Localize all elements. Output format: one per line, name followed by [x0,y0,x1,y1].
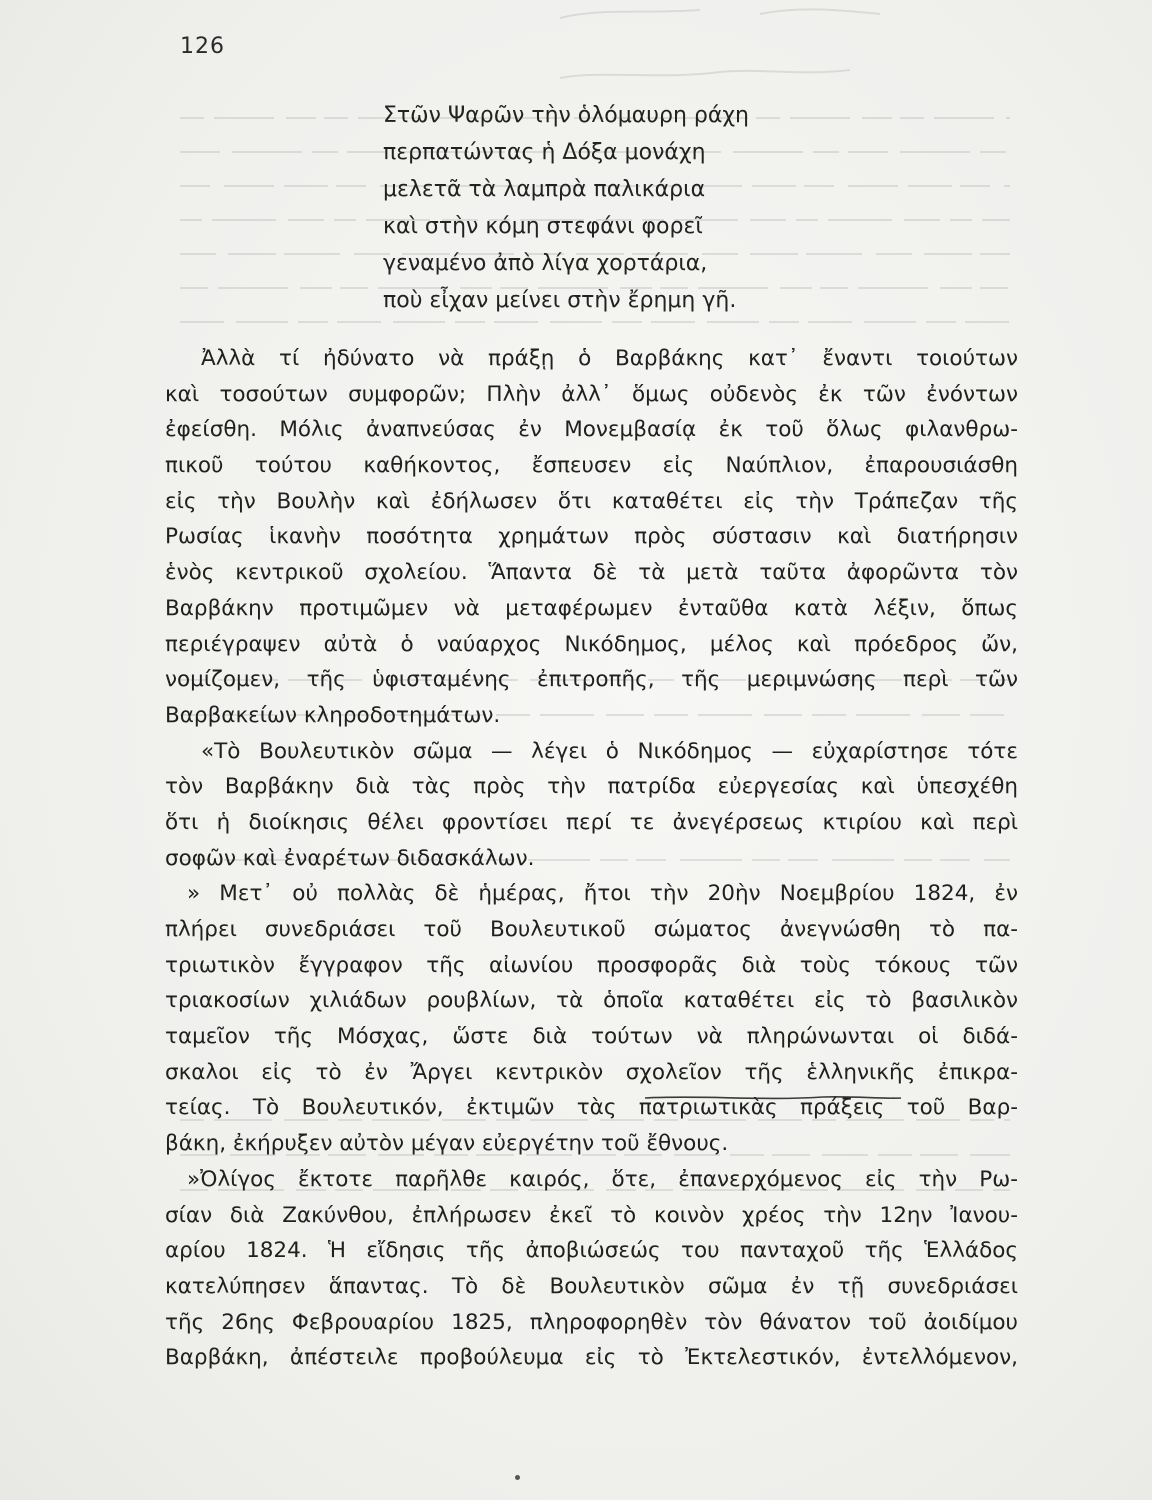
text-line: » Μετ᾿ οὐ πολλὰς δὲ ἡμέρας, ἤτοι τὴν 20ὴν Νοεμβρίου 1824, ἐν [187,881,1018,907]
text-line: ταμεῖον τῆς Μόσχας, ὥστε διὰ τούτων νὰ πληρώνωνται οἱ διδά- [165,1024,1018,1050]
text-line: σίαν διὰ Ζακύνθου, ἐπλήρωσεν ἐκεῖ τὸ κοινὸν χρέος τὴν 12ην Ἰανου- [165,1202,1018,1228]
poem-line: γεναμένο ἀπὸ λίγα χορτάρια, [383,251,708,276]
text-line: Ρωσίας ἱκανὴν ποσότητα χρημάτων πρὸς σύστασιν καὶ διατήρησιν [165,524,1018,550]
text-line: σοφῶν καὶ ἐναρέτων διδασκάλων. [165,845,535,871]
text-line: σκαλοι εἰς τὸ ἐν Ἄργει κεντρικὸν σχολεῖον τῆς ἑλληνικῆς ἐπικρα- [165,1059,1018,1085]
text-line: καὶ τοσούτων συμφορῶν; Πλὴν ἀλλ᾿ ὅμως οὐδενὸς ἐκ τῶν ἐνόντων [165,381,1018,407]
text-line: τριωτικὸν ἔγγραφον τῆς αἰωνίου προσφορᾶς διὰ τοὺς τόκους τῶν [165,952,1018,978]
text-line: «Τὸ Βουλευτικὸν σῶμα — λέγει ὁ Νικόδημος — εὐχαρίστησε τότε [201,738,1018,764]
page-number: 126 [180,34,225,59]
text-line: Βαρβακείων κληροδοτημάτων. [165,702,501,728]
ink-speck [515,1475,520,1480]
poem-line: περπατώντας ἡ Δόξα μονάχη [383,140,706,165]
text-line: τείας. Τὸ Βουλευτικόν, ἐκτιμῶν τὰς πατριωτικὰς πράξεις τοῦ Βαρ- [165,1095,1018,1121]
text-line: περιέγραψεν αὐτὰ ὁ ναύαρχος Νικόδημος, μέλος καὶ πρόεδρος ὤν, [165,631,1018,657]
poem-stanza [383,97,749,319]
text-line: »Ὀλίγος ἔκτοτε παρῆλθε καιρός, ὅτε, ἐπανερχόμενος εἰς τὴν Ρω- [187,1166,1018,1192]
text-line: αρίου 1824. Ἡ εἴδησις τῆς ἀποβιώσεώς του πανταχοῦ τῆς Ἑλλάδος [165,1238,1018,1264]
poem-line: καὶ στὴν κόμη στεφάνι φορεῖ [383,214,703,239]
text-line: πλήρει συνεδριάσει τοῦ Βουλευτικοῦ σώματος ἀνεγνώσθη τὸ πα- [165,917,1018,942]
text-line: Ἀλλὰ τί ἠδύνατο νὰ πράξῃ ὁ Βαρβάκης κατ᾿ ἔναντι τοιούτων [201,346,1018,371]
text-line: Βαρβάκη, ἀπέστειλε προβούλευμα εἰς τὸ Ἐκτελεστικόν, ἐντελλόμενον, [165,1345,1018,1371]
text-line: πικοῦ τούτου καθήκοντος, ἔσπευσεν εἰς Ναύπλιον, ἐπαρουσιάσθη [165,453,1018,479]
text-line: ἑνὸς κεντρικοῦ σχολείου. Ἅπαντα δὲ τὰ μετὰ ταῦτα ἀφορῶντα τὸν [165,560,1018,586]
text-line: νομίζομεν, τῆς ὑφισταμένης ἐπιτροπῆς, τῆς μεριμνώσης περὶ τῶν [165,667,1018,693]
text-line: τὸν Βαρβάκην διὰ τὰς πρὸς τὴν πατρίδα εὐεργεσίας καὶ ὑπεσχέθη [165,774,1018,800]
text-line: τῆς 26ης Φεβρουαρίου 1825, πληροφορηθὲν τὸν θάνατον τοῦ ἀοιδίμου [165,1309,1018,1335]
text-line: κατελύπησεν ἅπαντας. Τὸ δὲ Βουλευτικὸν σῶμα ἐν τῇ συνεδριάσει [165,1273,1018,1299]
poem-line: μελετᾶ τὰ λαμπρὰ παλικάρια [383,177,706,202]
body-text [165,341,1018,1376]
text-line: βάκη, ἐκήρυξεν αὐτὸν μέγαν εὐεργέτην τοῦ ἔθνους. [165,1131,729,1157]
poem-line: ποὺ εἶχαν μείνει στὴν ἔρημη γῆ. [383,288,737,313]
text-line: Βαρβάκην προτιμῶμεν νὰ μεταφέρωμεν ἐνταῦθα κατὰ λέξιν, ὅπως [165,595,1018,621]
text-line: ἐφείσθη. Μόλις ἀναπνεύσας ἐν Μονεμβασίᾳ ἐκ τοῦ ὅλως φιλανθρω- [165,417,1018,443]
text-line: τριακοσίων χιλιάδων ρουβλίων, τὰ ὁποῖα καταθέτει εἰς τὸ βασιλικὸν [165,988,1018,1014]
text-line: ὅτι ἡ διοίκησις θέλει φροντίσει περί τε ἀνεγέρσεως κτιρίου καὶ περὶ [165,809,1018,835]
poem-line: Στῶν Ψαρῶν τὴν ὁλόμαυρη ράχη [383,103,749,128]
text-line: εἰς τὴν Βουλὴν καὶ ἐδήλωσεν ὅτι καταθέτει εἰς τὴν Τράπεζαν τῆς [165,488,1018,514]
